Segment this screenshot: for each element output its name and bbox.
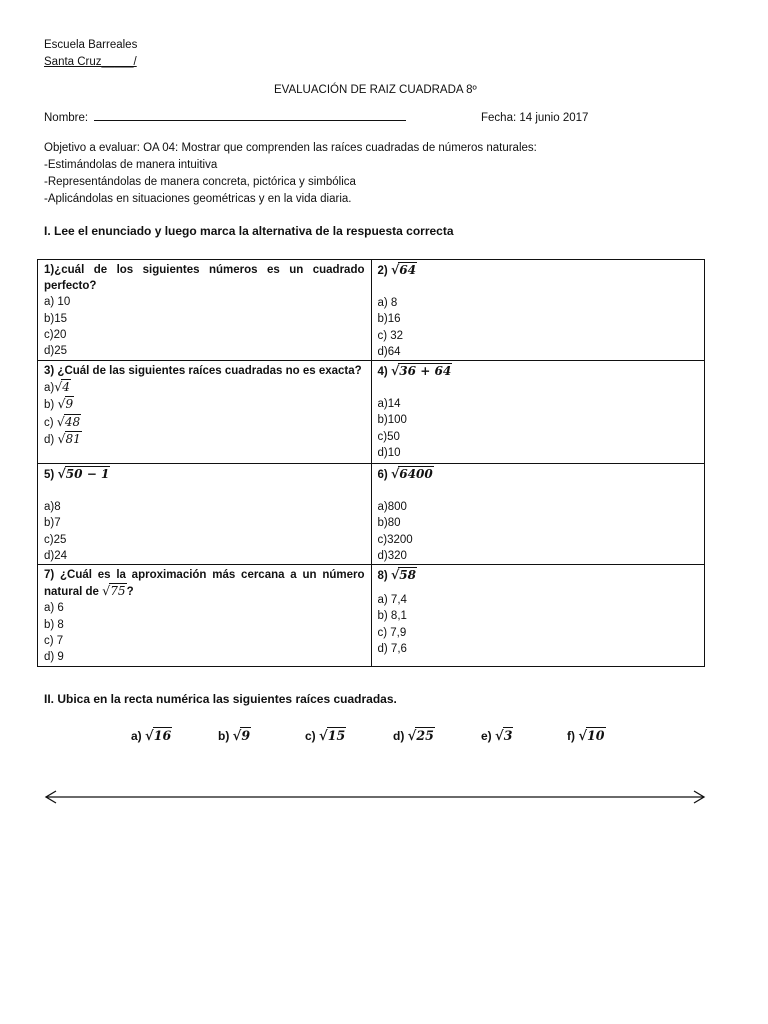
q7-option-a[interactable]: a) 6 [44,602,64,615]
question-8-number: 8) [377,570,388,583]
sqrt-symbol: √9 [57,396,74,412]
objective-block [44,140,537,208]
question-3-text: 3) ¿Cuál de las siguientes raíces cuadradas no es exacta? [44,365,362,378]
q8-option-c[interactable]: c) 7,9 [377,626,407,639]
q4-option-d[interactable]: d)10 [377,446,401,459]
sqrt-symbol: √36 + 64 [390,363,452,379]
root-item-c: c) √15 [305,728,346,744]
q3-option-c[interactable]: c) √48 [44,414,365,431]
question-5-number: 5) [44,469,55,482]
q3-option-a[interactable]: a)√4 [44,379,365,396]
root-item-e: e) √3 [481,728,513,744]
radicand: 58 [399,568,417,583]
q6-option-d[interactable]: d)320 [377,549,407,562]
q5-option-a[interactable]: a)8 [44,501,61,514]
sqrt-symbol: √58 [390,567,417,583]
radicand: 36 + 64 [399,364,452,379]
sqrt-symbol: √9 [232,728,251,744]
q6-option-a[interactable]: a)800 [377,501,407,514]
question-5-text [44,466,365,483]
question-2-text [378,262,699,279]
question-4-text [378,363,699,380]
name-field[interactable] [44,112,406,124]
city-name: Santa Cruz [44,56,102,68]
q5-option-b[interactable]: b)7 [44,517,61,530]
q1-option-b[interactable]: b)15 [44,312,68,325]
q2-option-c[interactable]: c) 32 [377,329,404,342]
q5-option-c[interactable]: c)25 [44,533,67,546]
q6-option-c[interactable]: c)3200 [377,533,413,546]
q1-option-c[interactable]: c)20 [44,328,67,341]
sqrt-symbol: √50 − 1 [57,466,110,482]
sqrt-symbol: √4 [54,379,70,395]
question-8-text [378,567,699,584]
objective-line: -Aplicándolas en situaciones geométricas y en la vida diaria. [44,193,352,205]
sqrt-symbol: √10 [578,728,605,744]
q7-option-b[interactable]: b) 8 [44,618,64,631]
sqrt-symbol: √25 [407,728,434,744]
question-5 [38,464,372,565]
q5-option-d[interactable]: d)24 [44,549,68,562]
q8-option-d[interactable]: d) 7,6 [377,642,407,655]
section-2-title: II. Ubica en la recta numérica las siguientes raíces cuadradas. [44,692,397,706]
q8-option-b[interactable]: b) 8,1 [377,610,407,623]
question-6 [371,464,705,565]
root-item-a: a) √16 [131,728,172,744]
sqrt-symbol: √81 [57,430,81,446]
objective-line: Objetivo a evaluar: OA 04: Mostrar que comprenden las raíces cuadradas de números naturales: [44,142,537,154]
sqrt-symbol: √75 [102,583,126,599]
question-8 [371,565,705,667]
root-item-d: d) √25 [393,728,434,744]
q2-option-d[interactable]: d)64 [377,345,401,358]
q1-option-a[interactable]: a) 10 [44,296,71,309]
q2-option-a[interactable]: a) 8 [377,297,398,310]
question-7-text: 7) ¿Cuál es la aproximación más cercana a un número natural de √75? [44,567,365,600]
roots-list [0,728,768,750]
name-label: Nombre: [44,112,89,124]
q7-option-d[interactable]: d) 9 [44,651,64,664]
question-7 [38,565,372,667]
radicand: 6400 [399,467,433,482]
q3-option-d[interactable]: d) √81 [44,431,365,448]
q4-option-b[interactable]: b)100 [377,414,407,427]
radicand: 50 − 1 [65,467,110,482]
question-3 [38,361,372,464]
sqrt-symbol: √15 [319,728,346,744]
q8-option-a[interactable]: a) 7,4 [377,594,407,607]
objective-line: -Estimándolas de manera intuitiva [44,159,218,171]
questions-table [37,259,705,667]
sqrt-symbol: √64 [390,262,417,277]
q4-option-a[interactable]: a)14 [377,398,401,411]
q3-option-b[interactable]: b) √9 [44,396,365,413]
radicand: 64 [399,263,417,277]
question-2 [371,260,705,361]
sqrt-symbol: √48 [56,413,81,429]
section-1-title: I. Lee el enunciado y luego marca la alternativa de la respuesta correcta [44,224,454,238]
q7-option-c[interactable]: c) 7 [44,634,64,647]
name-blank-line[interactable] [94,120,406,121]
question-4 [371,361,705,464]
question-1 [38,260,372,361]
sqrt-symbol: √16 [145,728,172,744]
question-6-text [378,466,699,483]
objective-line: -Representándolas de manera concreta, pictórica y simbólica [44,176,356,188]
question-1-text: 1)¿cuál de los siguientes números es un cuadrado perfecto? [44,264,365,293]
date-label: Fecha: 14 junio 2017 [481,112,589,124]
question-4-number: 4) [377,366,388,379]
q6-option-b[interactable]: b)80 [377,517,401,530]
question-6-number: 6) [377,469,388,482]
q1-option-d[interactable]: d)25 [44,345,68,358]
question-2-number: 2) [377,265,388,277]
city-line [44,56,137,68]
school-name: Escuela Barreales [44,39,138,51]
sqrt-symbol: √6400 [390,466,433,482]
number-line[interactable] [44,788,706,806]
q2-option-b[interactable]: b)16 [377,313,401,326]
city-blank: _____/ [101,56,137,68]
q4-option-c[interactable]: c)50 [377,430,400,443]
root-item-f: f) √10 [567,728,605,744]
sqrt-symbol: √3 [495,728,513,744]
page-title: EVALUACIÓN DE RAIZ CUADRADA 8º [274,84,477,96]
root-item-b: b) √9 [218,728,251,744]
